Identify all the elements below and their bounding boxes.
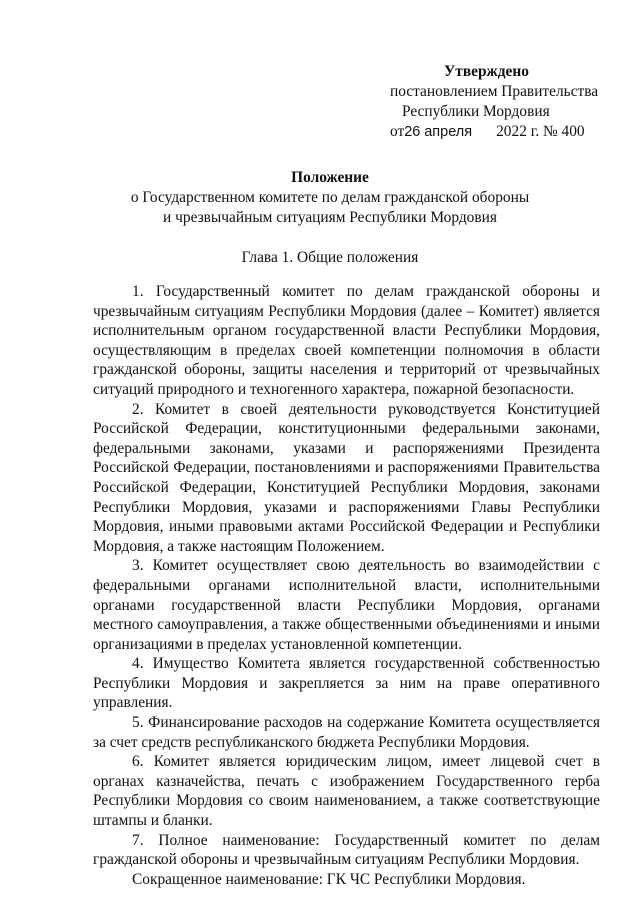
document-body: [93, 282, 600, 889]
approval-from-prefix: от: [390, 123, 405, 140]
paragraph-7: 7. Полное наименование: Государственный комитет по делам гражданской обороны и чрезвычайным ситуациям Республики Мордовия.: [93, 831, 600, 869]
paragraph-5: 5. Финансирование расходов на содержание Комитета осуществляется за счет средств республиканского бюджета Республики Мордовия.: [93, 714, 600, 751]
approval-date-month: апреля: [424, 124, 473, 140]
approval-date-year-number: 2022 г. № 400: [496, 123, 585, 140]
document-subtitle-line-1: о Государственном комитете по делам гражданской обороны: [130, 189, 530, 206]
paragraph-3: 3. Комитет осуществляет свою деятельность во взаимодействии с федеральными органами исполнительной власти, исполнительными органами государственной власти Республики Мордовия, органами местного самоуправления, а также общественными объединениями и иными организациями в пределах установленной компетенции.: [93, 557, 600, 653]
approval-line-republic: Республики Мордовия: [402, 103, 550, 120]
document-subtitle-line-2: и чрезвычайным ситуациям Республики Мордовия: [163, 209, 497, 226]
paragraph-1: 1. Государственный комитет по делам гражданской обороны и чрезвычайным ситуациям Республики Мордовия (далее – Комитет) является исполнительным органом государственной власти Республики Мордовия, осуществляющим в пределах своей компетенции полномочия в области гражданской обороны, защиты населения и территорий от чрезвычайных ситуаций природного и техногенного характера, пожарной безопасности.: [93, 283, 600, 398]
paragraph-2: 2. Комитет в своей деятельности руководствуется Конституцией Российской Федерации, конституционными федеральными законами, федеральными законами, указами и распоряжениями Президента Российской Федерации, постановлениями и распоряжениями Правительства Российской Федерации, Конституцией Республики Мордовия, законами Республики Мордовия, указами и распоряжениями Главы Республики Мордовия, иными правовыми актами Российской Федерации и Республики Мордовия, а также настоящим Положением.: [93, 400, 600, 555]
approval-line-decree: постановлением Правительства: [390, 83, 599, 100]
paragraph-6: 6. Комитет является юридическим лицом, имеет лицевой счет в органах казначейства, печать с изображением Государственного герба Республики Мордовия со своим наименованием, а также соответствующие штампы и бланки.: [93, 753, 600, 830]
approval-date-line: [388, 122, 618, 142]
chapter-heading: Глава 1. Общие положения: [241, 249, 419, 266]
approval-date-day: 26: [404, 124, 421, 140]
approval-title: Утверждено: [444, 63, 529, 80]
paragraph-short-name: Сокращенное наименование: ГК ЧС Республики Мордовия.: [132, 870, 526, 888]
document-title-block: [60, 168, 600, 228]
paragraph-4: 4. Имущество Комитета является государственной собственностью Республики Мордовия и закрепляется за ним на праве оперативного управления.: [93, 655, 600, 712]
document-title: Положение: [291, 169, 369, 186]
approval-stamp: [388, 62, 618, 142]
